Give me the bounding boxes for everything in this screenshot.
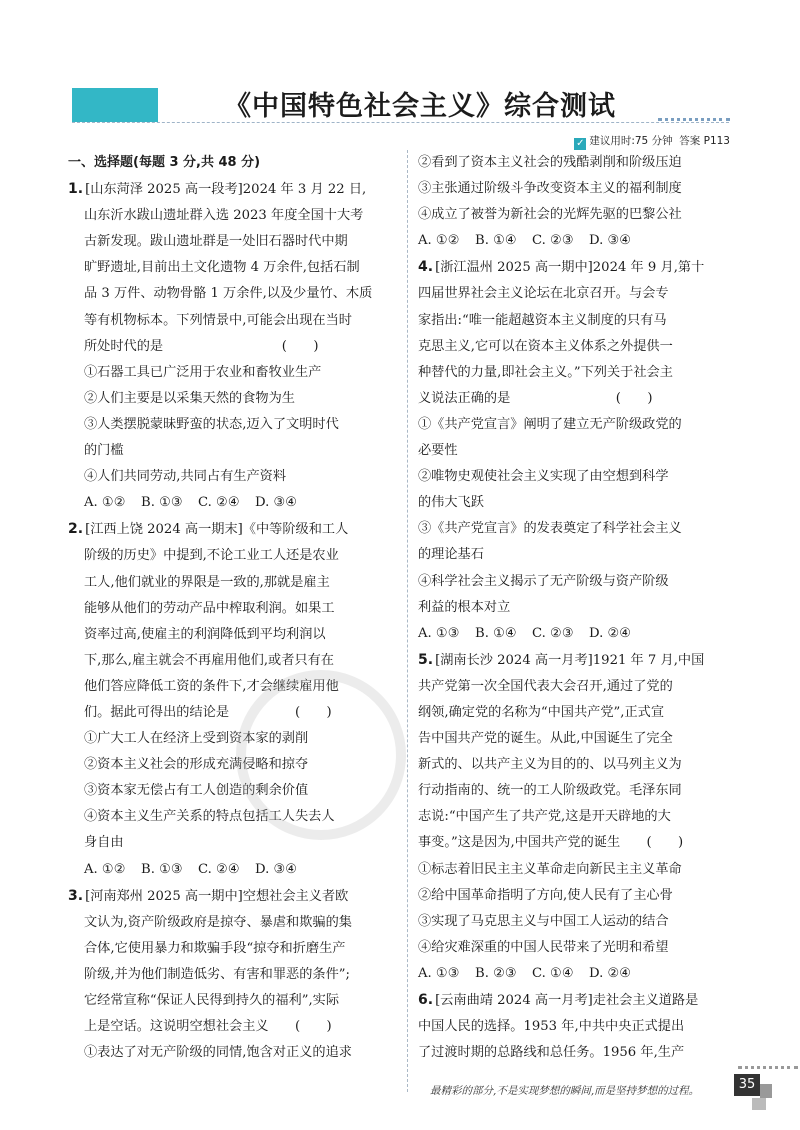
question-line: 阶级,并为他们制造低劣、有害和罪恶的条件”; (84, 966, 350, 982)
time-hint-line (574, 133, 730, 150)
question-line: 义说法正确的是 ( ) (418, 390, 653, 406)
question-line: 了过渡时期的总路线和总任务。1956 年,生产 (418, 1045, 685, 1061)
question-1 (68, 176, 398, 516)
question-line: 工人,他们就业的界限是一致的,那就是雇主 (84, 574, 330, 590)
question-line: 新式的、以共产主义为目的的、以马列主义为 (418, 757, 682, 773)
header-dotted-line (658, 118, 730, 121)
question-line: 合体,它使用暴力和欺骗手段“掠夺和折磨生产 (84, 940, 346, 956)
choice-a[interactable]: A. ①② (84, 495, 126, 511)
time-hint: 建议用时:75 分钟 (589, 135, 673, 147)
question-line: 中国人民的选择。1953 年,中共中央正式提出 (418, 1019, 685, 1035)
page-number: 35 (734, 1074, 760, 1096)
choice-b[interactable]: B. ①④ (475, 233, 517, 249)
option: ③人类摆脱蒙昧野蛮的状态,迈入了文明时代 (84, 416, 339, 432)
question-5 (418, 647, 736, 987)
choice-d[interactable]: D. ②④ (589, 965, 632, 981)
choice-a[interactable]: A. ①③ (418, 965, 460, 981)
question-line: 阶级的历史》中提到,不论工业工人还是农业 (84, 548, 339, 564)
question-line: 文认为,资产阶级政府是掠夺、暴虐和欺骗的集 (84, 914, 352, 930)
column-divider (407, 150, 408, 1092)
answer-choices (68, 490, 398, 516)
question-line: 下,那么,雇主就会不再雇用他们,或者只有在 (84, 652, 334, 668)
answer-choices (418, 621, 736, 647)
question-number: 5. (418, 651, 434, 668)
question-line (418, 987, 736, 1014)
question-line: 它经常宣称“保证人民得到持久的福利”,实际 (84, 993, 340, 1008)
question-line: 品 3 万件、动物骨骼 1 万余件,以及少量竹、木质 (84, 286, 373, 302)
question-line: 克思主义,它可以在资本主义体系之外提供一 (418, 338, 673, 354)
page-decoration (752, 1098, 766, 1110)
question-line (68, 883, 398, 910)
question-number: 4. (418, 259, 434, 276)
question-line: 旷野遗址,目前出土文化遗物 4 万余件,包括石制 (84, 260, 360, 276)
choice-b[interactable]: B. ①③ (141, 861, 183, 877)
question-line: 纲领,确定党的名称为“中国共产党”,正式宣 (418, 704, 665, 720)
question-line: 们。据此可得出的结论是 ( ) (84, 704, 332, 720)
option: ②看到了资本主义社会的残酷剥削和阶级压迫 (418, 155, 682, 170)
option: ③实现了马克思主义与中国工人运动的结合 (418, 913, 669, 929)
choice-c[interactable]: C. ②④ (198, 861, 240, 877)
option: ①广大工人在经济上受到资本家的剥削 (84, 731, 309, 747)
option: 必要性 (418, 443, 458, 459)
question-text: [江西上饶 2024 高一期末]《中等阶级和工人 (85, 522, 349, 538)
option: ④科学社会主义揭示了无产阶级与资产阶级 (418, 573, 669, 589)
question-line: 共产党第一次全国代表大会召开,通过了党的 (418, 678, 673, 694)
question-text: [河南郑州 2025 高一期中]空想社会主义者欧 (85, 888, 349, 904)
choice-c[interactable]: C. ②④ (198, 495, 240, 511)
choice-d[interactable]: D. ③④ (255, 495, 298, 511)
choice-a[interactable]: A. ①③ (418, 625, 460, 641)
option: ②唯物史观使社会主义实现了由空想到科学 (418, 469, 669, 485)
question-number: 2. (68, 521, 84, 538)
option: ②给中国革命指明了方向,使人民有了主心骨 (418, 887, 673, 903)
answer-choices (68, 857, 398, 883)
answer-choices (418, 961, 736, 987)
question-text: [山东菏泽 2025 高一段考]2024 年 3 月 22 日, (85, 182, 367, 198)
question-3-continued (418, 150, 736, 254)
footer-quote: 最精彩的部分,不是实现梦想的瞬间,而是坚持梦想的过程。 (430, 1085, 700, 1097)
option: ①石器工具已广泛用于农业和畜牧业生产 (84, 364, 322, 380)
question-number: 1. (68, 181, 84, 198)
choice-a[interactable]: A. ①② (418, 233, 460, 249)
option: 的门槛 (84, 443, 124, 459)
option: ①标志着旧民主主义革命走向新民主主义革命 (418, 861, 682, 877)
header-accent-block (72, 88, 158, 122)
question-line: 他们答应降低工资的条件下,才会继续雇用他 (84, 678, 339, 694)
page-title: 《中国特色社会主义》综合测试 (224, 91, 616, 122)
question-line: 古新发现。跋山遗址群是一处旧石器时代中期 (84, 234, 348, 250)
option: ④人们共同劳动,共同占有生产资料 (84, 469, 287, 485)
answer-choices (418, 228, 736, 254)
choice-b[interactable]: B. ①④ (475, 625, 517, 641)
question-line (418, 254, 736, 281)
question-line (68, 176, 398, 203)
question-line: 等有机物标本。下列情景中,可能会出现在当时 (84, 312, 352, 328)
option: ④给灾难深重的中国人民带来了光明和希望 (418, 939, 669, 955)
question-number: 3. (68, 887, 84, 904)
question-line: 行动指南的、统一的工人阶级政党。毛泽东同 (418, 783, 682, 799)
option: ①表达了对无产阶级的同情,饱含对正义的追求 (84, 1045, 352, 1061)
question-6 (418, 987, 736, 1066)
question-line: 山东沂水跋山遗址群入选 2023 年度全国十大考 (84, 208, 364, 224)
question-line: 志说:“中国产生了共产党,这是开天辟地的大 (418, 809, 671, 825)
page-decoration (760, 1084, 772, 1098)
option: ①《共产党宣言》阐明了建立无产阶级政党的 (418, 416, 682, 432)
option: ③主张通过阶级斗争改变资本主义的福利制度 (418, 181, 682, 197)
question-number: 6. (418, 992, 434, 1008)
question-line: 能够从他们的劳动产品中榨取利润。如果工 (84, 600, 335, 616)
option: 身自由 (84, 835, 124, 851)
choice-b[interactable]: B. ②③ (475, 965, 517, 981)
left-column (68, 150, 398, 1066)
option: ③《共产党宣言》的发表奠定了科学社会主义 (418, 521, 682, 537)
option: ③资本家无偿占有工人创造的剩余价值 (84, 783, 309, 799)
right-column (418, 150, 736, 1066)
choice-c[interactable]: C. ①④ (532, 965, 574, 981)
question-line: 事变。”这是因为,中国共产党的诞生 ( ) (418, 835, 684, 851)
question-line: 所处时代的是 ( ) (84, 338, 319, 354)
question-text: [湖南长沙 2024 高一月考]1921 年 7 月,中国 (435, 652, 705, 668)
choice-a[interactable]: A. ①② (84, 861, 126, 877)
choice-d[interactable]: D. ②④ (589, 625, 632, 641)
choice-d[interactable]: D. ③④ (589, 233, 632, 249)
option: 利益的根本对立 (418, 599, 511, 615)
option: ②人们主要是以采集天然的食物为生 (84, 390, 295, 406)
question-4 (418, 254, 736, 646)
option: ②资本主义社会的形成充满侵略和掠夺 (84, 757, 309, 773)
question-line: 家指出:“唯一能超越资本主义制度的只有马 (418, 312, 667, 328)
option: 的伟大飞跃 (418, 495, 484, 511)
question-3 (68, 883, 398, 1067)
choice-b[interactable]: B. ①③ (141, 495, 183, 511)
question-line: 告中国共产党的诞生。从此,中国诞生了完全 (418, 731, 673, 747)
question-line: 四届世界社会主义论坛在北京召开。与会专 (418, 286, 669, 302)
question-text: [云南曲靖 2024 高一月考]走社会主义道路是 (435, 993, 699, 1008)
page-dots (738, 1066, 798, 1069)
watermark-seal (236, 670, 406, 840)
option: ④成立了被誉为新社会的光辉先驱的巴黎公社 (418, 207, 682, 223)
option: ④资本主义生产关系的特点包括工人失去人 (84, 809, 335, 825)
choice-c[interactable]: C. ②③ (532, 625, 574, 641)
section-title: 一、选择题(每题 3 分,共 48 分) (68, 155, 261, 170)
question-line (418, 647, 736, 674)
question-text: [浙江温州 2025 高一期中]2024 年 9 月,第十 (435, 260, 705, 276)
choice-d[interactable]: D. ③④ (255, 861, 298, 877)
choice-c[interactable]: C. ②③ (532, 233, 574, 249)
question-line: 资率过高,使雇主的利润降低到平均利润以 (84, 626, 326, 642)
question-line (68, 516, 398, 543)
question-line: 种替代的力量,即社会主义。”下列关于社会主 (418, 364, 673, 380)
checkmark-icon: ✓ (576, 138, 585, 149)
question-line: 上是空话。这说明空想社会主义 ( ) (84, 1019, 332, 1035)
answer-ref: 答案 P113 (679, 135, 730, 147)
option: 的理论基石 (418, 547, 484, 563)
